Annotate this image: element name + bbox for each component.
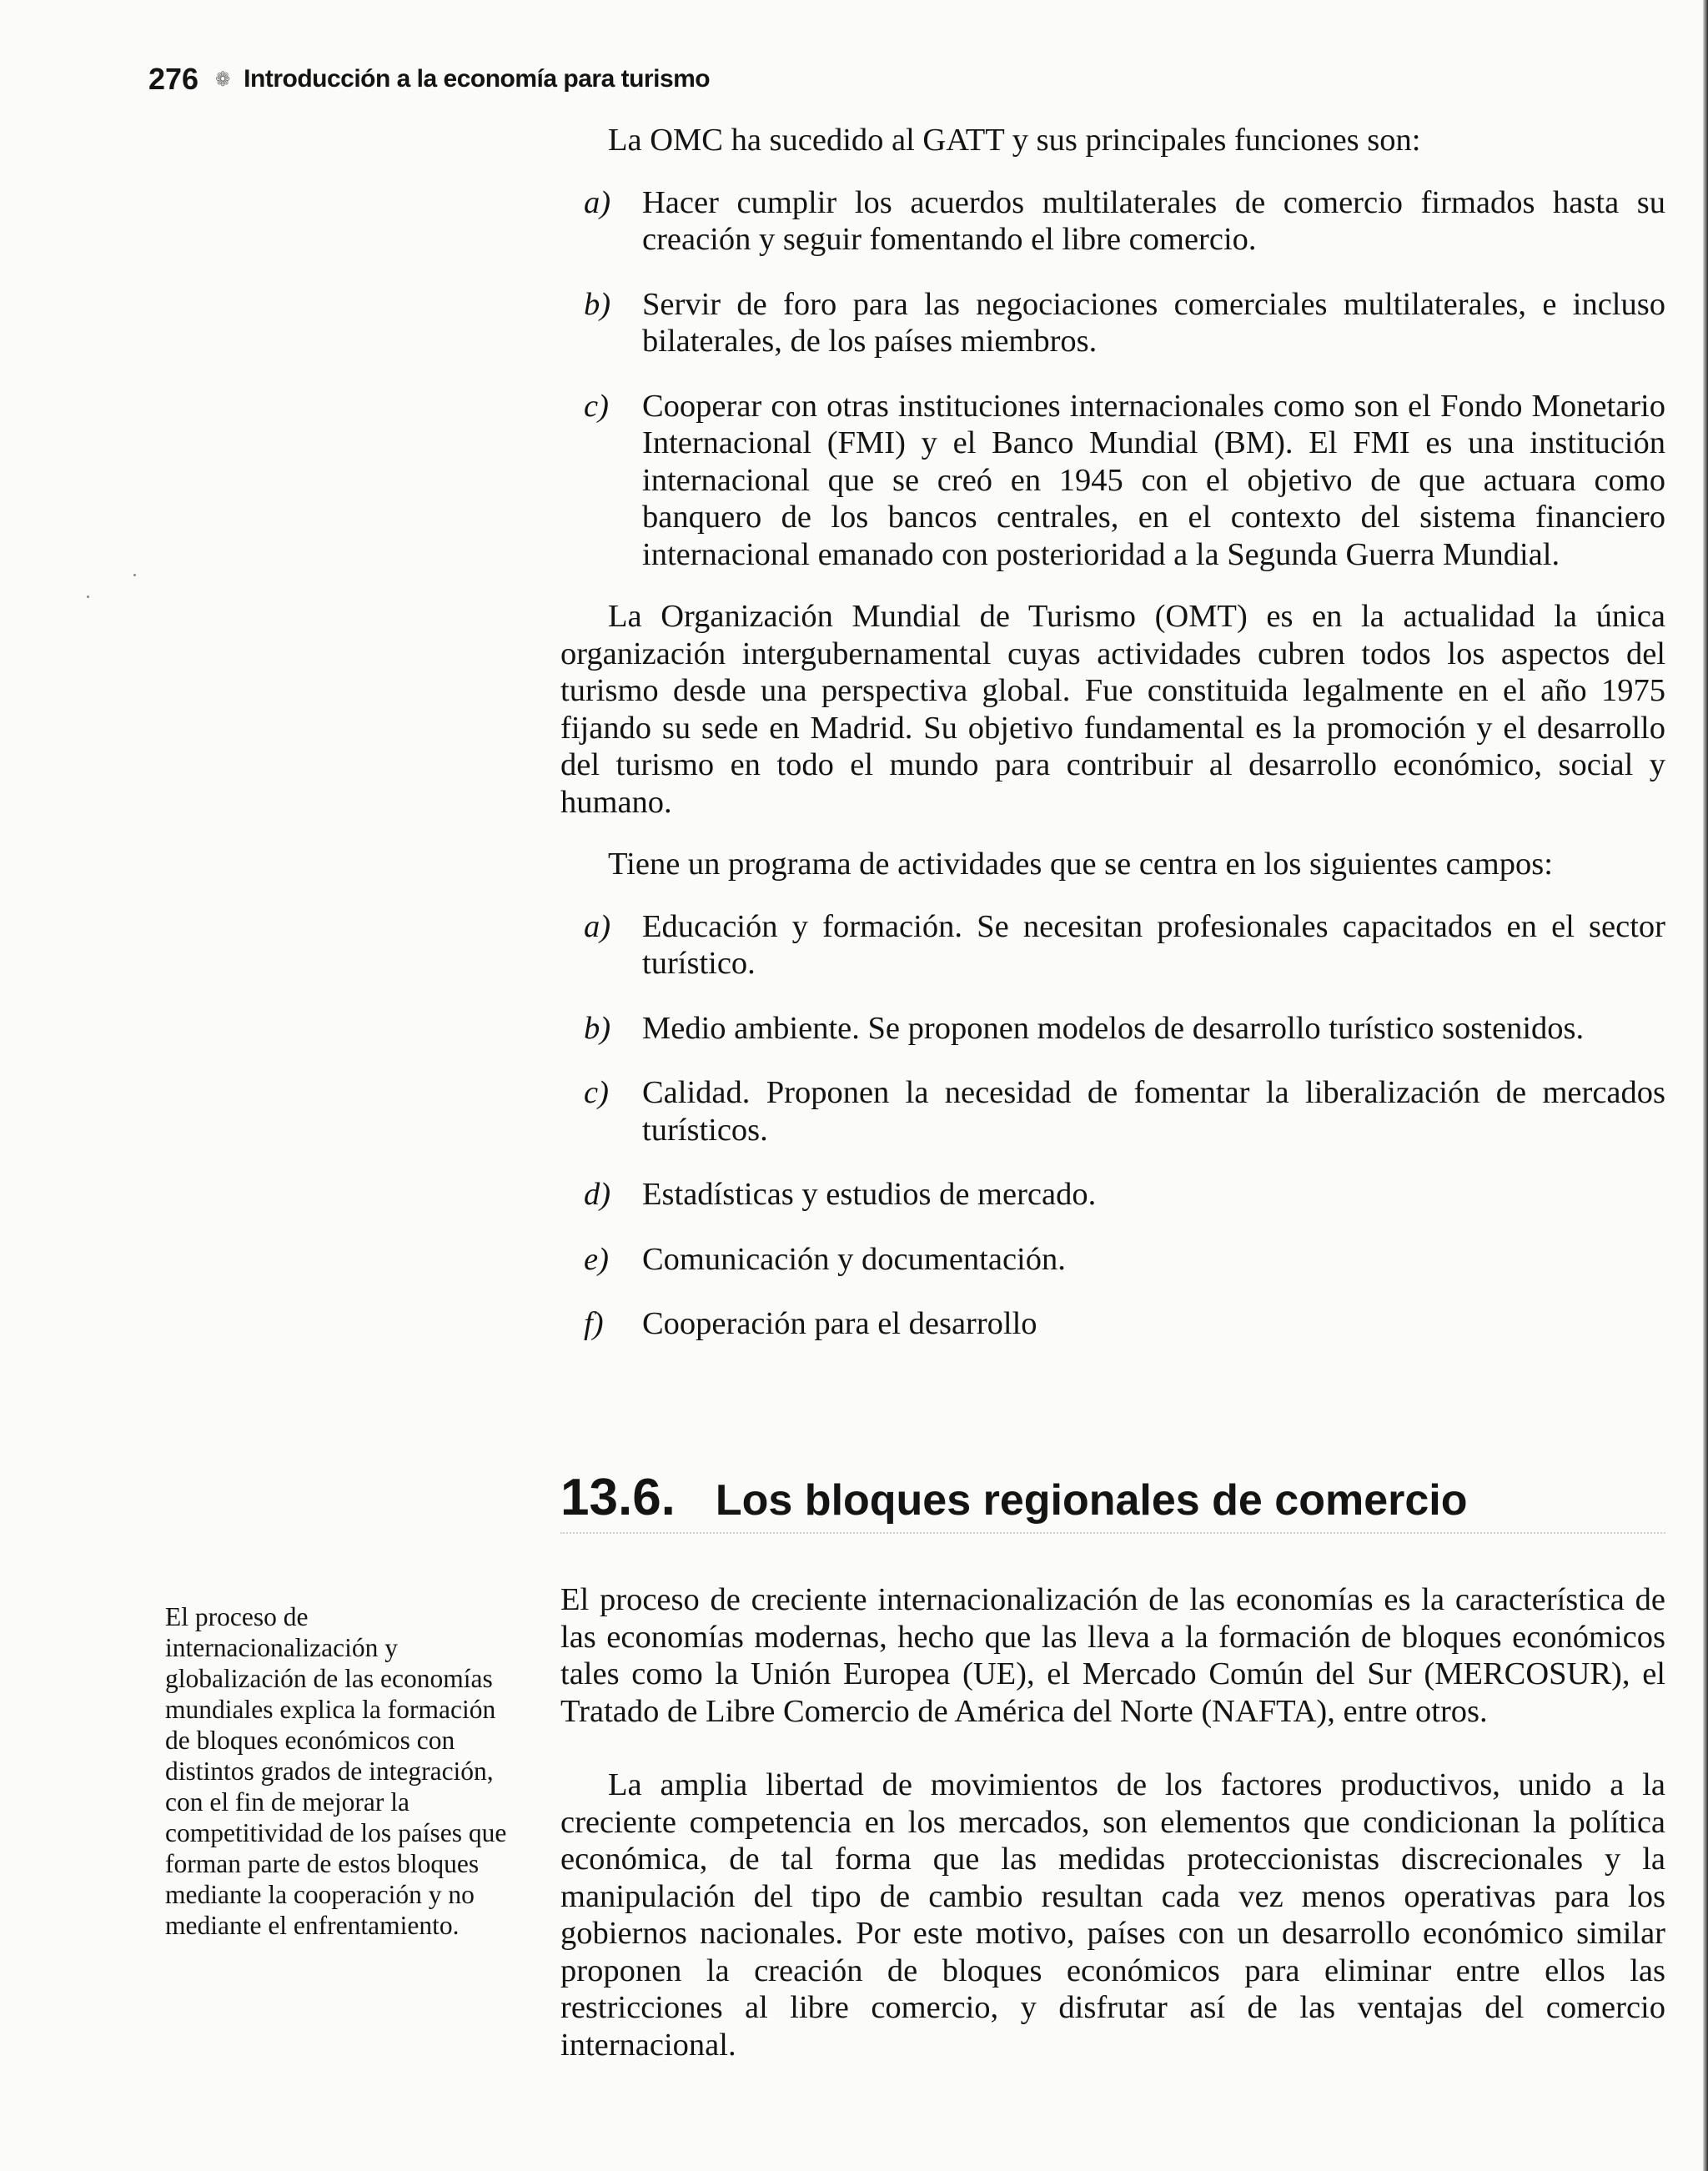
section-body <box>560 1581 1665 2063</box>
section-title: Los bloques regionales de comercio <box>715 1476 1468 1525</box>
list-item <box>560 1241 1665 1279</box>
scan-speck <box>87 596 89 598</box>
list-item <box>560 286 1665 360</box>
scan-edge <box>1703 0 1708 2171</box>
list-item <box>560 1305 1665 1343</box>
list-marker: c) <box>584 1075 609 1110</box>
list-item-text: Hacer cumplir los acuerdos multilaterales de comercio firmados hasta su creación y seguir fomentando el libre comercio. <box>642 184 1665 257</box>
list-marker: b) <box>584 286 611 322</box>
page-number: 276 <box>148 62 199 96</box>
section-number: 13.6. <box>560 1469 676 1526</box>
list-item <box>560 1010 1665 1048</box>
omc-intro: La OMC ha sucedido al GATT y sus principales funciones son: <box>608 123 1421 158</box>
list-item-text: Educación y formación. Se necesitan profesionales capacitados en el sector turístico. <box>642 908 1665 981</box>
omt-programme-intro: Tiene un programa de actividades que se centra en los siguientes campos: <box>608 847 1553 882</box>
list-item-text: Comunicación y documentación. <box>642 1241 1066 1277</box>
section-paragraph: La amplia libertad de movimientos de los factores productivos, unido a la creciente competencia en los mercados, son elementos que condicionan la política económica, de tal forma que las medidas proteccionistas discrecionales y la manipulación del tipo de cambio resultan cada vez menos operativas para los gobiernos nacionales. Por este motivo, países con un desarrollo económico similar proponen la creación de bloques económicos para eliminar entre ellos las restricciones al libre comercio, y disfrutar así de las ventajas del comercio internacional. <box>560 1767 1665 2063</box>
list-marker: d) <box>584 1177 611 1212</box>
list-marker: a) <box>584 908 611 944</box>
list-item-text: Cooperación para el desarrollo <box>642 1306 1037 1341</box>
list-item <box>560 1176 1665 1214</box>
list-item-text: Medio ambiente. Se proponen modelos de desarrollo turístico sostenidos. <box>642 1010 1585 1046</box>
list-marker: a) <box>584 184 611 220</box>
ornament-icon: ❁ <box>215 68 231 91</box>
list-item-text: Servir de foro para las negociaciones comerciales multilaterales, e incluso bilaterales, de los países miembros. <box>642 286 1665 359</box>
list-item-text: Estadísticas y estudios de mercado. <box>642 1177 1097 1212</box>
list-item-text: Calidad. Proponen la necesidad de fomentar la liberalización de mercados turísticos. <box>642 1075 1665 1148</box>
list-marker: f) <box>584 1306 604 1341</box>
omt-paragraph: La Organización Mundial de Turismo (OMT) es en la actualidad la única organización intergubernamental cuyas actividades cubren todos los aspectos del turismo desde una perspectiva global. Fue constituida legalmente en el año 1975 fijando su sede en Madrid. Su objetivo fundamental es la promoción y el desarrollo del turismo en todo el mundo para contribuir al desarrollo económico, social y humano. <box>560 599 1665 820</box>
list-marker: b) <box>584 1010 611 1046</box>
running-head <box>148 58 710 100</box>
section-paragraph: El proceso de creciente internacionalización de las economías es la característica de las economías modernas, hecho que las lleva a la formación de bloques económicos tales como la Unión Europea (UE), el Mercado Común del Sur (MERCOSUR), el Tratado de Libre Comercio de América del Norte (NAFTA), entre otros. <box>560 1582 1665 1729</box>
list-item <box>560 184 1665 259</box>
margin-note: El proceso de internacionalización y globalización de las economías mundiales explica la formación de bloques económicos con distintos grados de integración, con el fin de mejorar la competitividad de los países que forman parte de estos bloques mediante la cooperación y no mediante el enfrentamiento. <box>165 1602 507 1940</box>
list-item <box>560 388 1665 574</box>
section-heading <box>560 1468 1665 1534</box>
book-title: Introducción a la economía para turismo <box>244 65 711 93</box>
list-item <box>560 908 1665 982</box>
list-item-text: Cooperar con otras instituciones internacionales como son el Fondo Monetario Internacional (FMI) y el Banco Mundial (BM). El FMI es una institución internacional que se creó en 1945 con el objetivo de que actuara como banquero de los bancos centrales, en el contexto del sistema financiero internacional emanado con posterioridad a la Segunda Guerra Mundial. <box>642 388 1665 572</box>
list-marker: c) <box>584 388 609 424</box>
list-marker: e) <box>584 1241 609 1277</box>
scan-speck <box>133 574 136 576</box>
list-item <box>560 1074 1665 1148</box>
main-text <box>560 122 1665 1343</box>
